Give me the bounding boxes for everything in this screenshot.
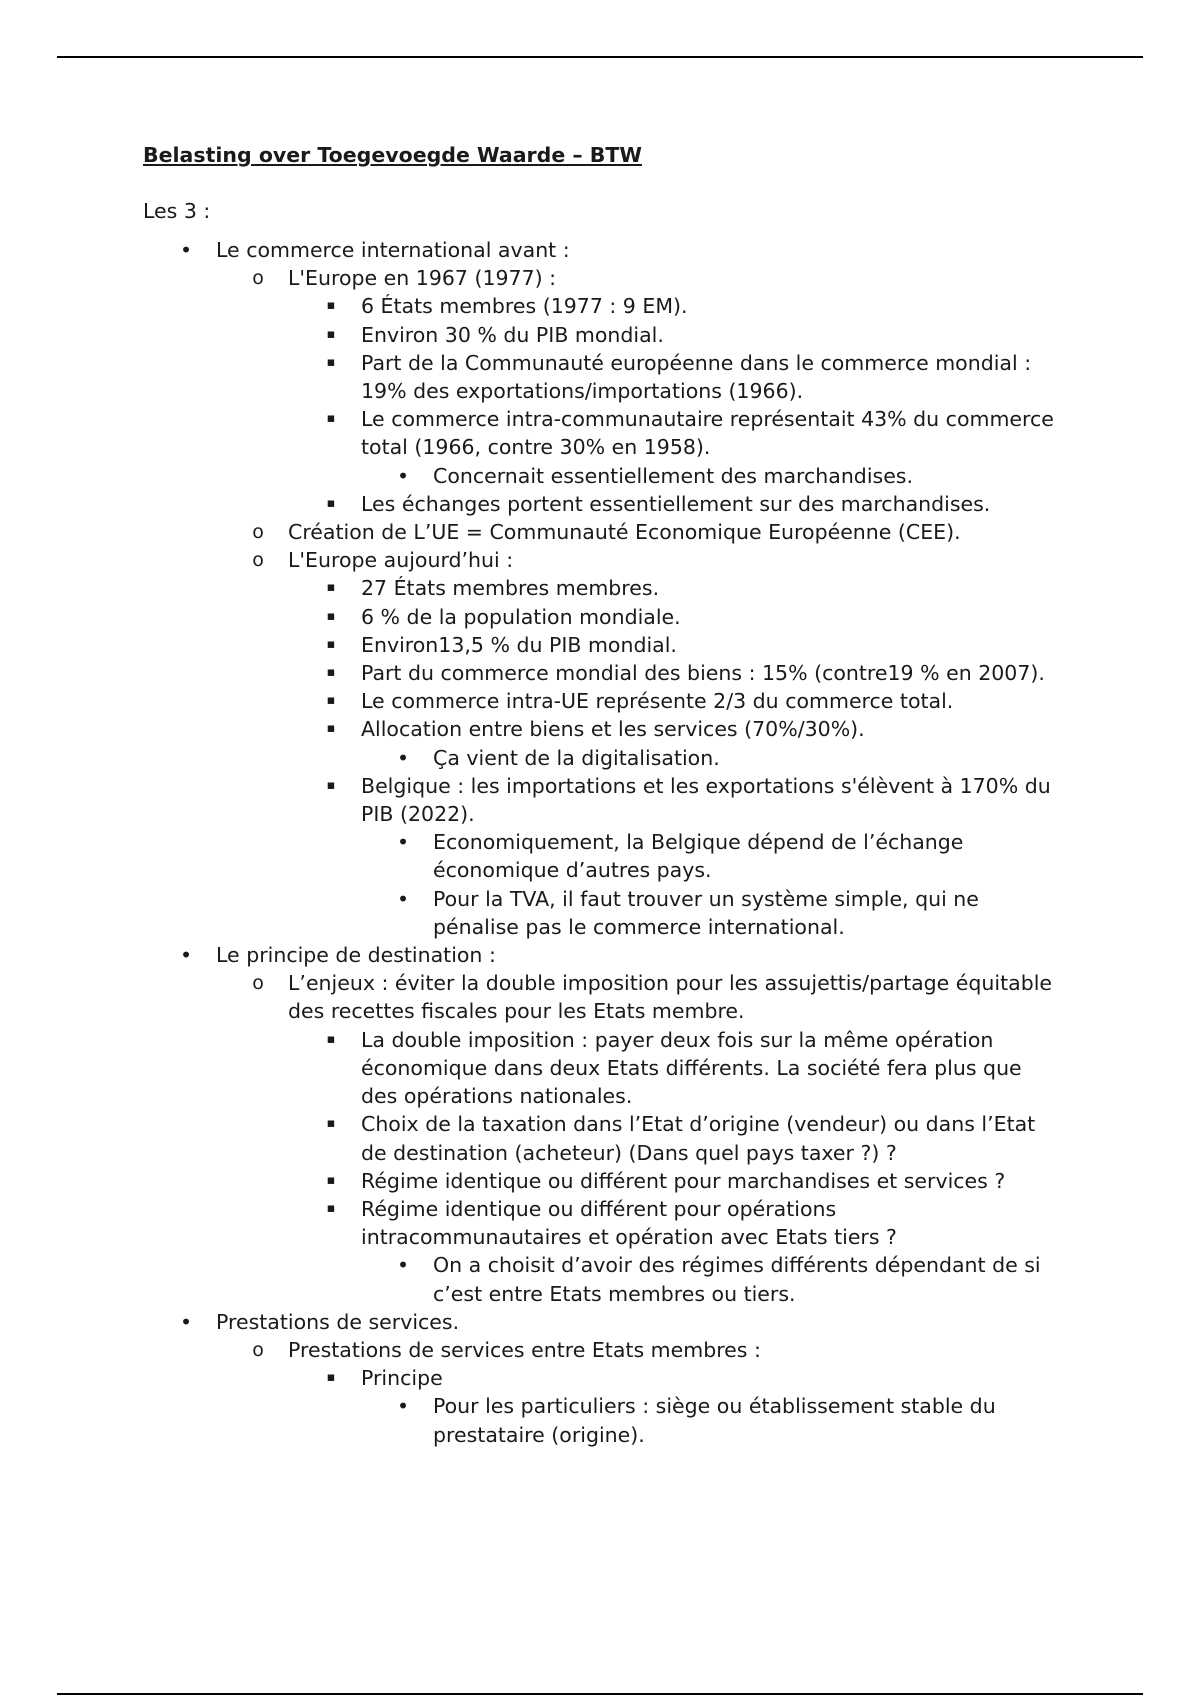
list-item: • Prestations de services. xyxy=(143,1308,1063,1336)
list-item: ▪ Environ 30 % du PIB mondial. xyxy=(143,321,1063,349)
square-bullet-icon: ▪ xyxy=(326,1116,336,1132)
circle-bullet-icon: o xyxy=(252,267,264,290)
list-item: ▪ Principe xyxy=(143,1364,1063,1392)
disc-bullet-icon: • xyxy=(179,1309,193,1334)
list-item: ▪ Environ13,5 % du PIB mondial. xyxy=(143,631,1063,659)
square-bullet-icon: ▪ xyxy=(326,580,336,596)
list-item: o L'Europe en 1967 (1977) : xyxy=(143,264,1063,292)
list-item: ▪ Régime identique ou différent pour opérations intracommunautaires et opération avec Etats tiers ? xyxy=(143,1195,1063,1251)
square-bullet-icon: ▪ xyxy=(326,608,336,624)
list-item: • Economiquement, la Belgique dépend de l’échange économique d’autres pays. xyxy=(143,828,1063,884)
list-item: ▪ Le commerce intra-communautaire représentait 43% du commerce total (1966, contre 30% en 1958). xyxy=(143,405,1063,461)
square-bullet-icon: ▪ xyxy=(326,1172,336,1188)
square-bullet-icon: ▪ xyxy=(326,777,336,793)
square-bullet-icon: ▪ xyxy=(326,665,336,681)
list-item: ▪ Allocation entre biens et les services (70%/30%). xyxy=(143,715,1063,743)
square-bullet-icon: ▪ xyxy=(326,721,336,737)
square-bullet-icon: ▪ xyxy=(326,636,336,652)
list-item: • Le principe de destination : xyxy=(143,941,1063,969)
disc-bullet-icon: • xyxy=(179,943,193,968)
circle-bullet-icon: o xyxy=(252,549,264,572)
circle-bullet-icon: o xyxy=(252,521,264,544)
header-rule xyxy=(57,56,1143,58)
list-item: ▪ 6 % de la population mondiale. xyxy=(143,603,1063,631)
list-item: ▪ Part de la Communauté européenne dans le commerce mondial : 19% des exportations/importations (1966). xyxy=(143,349,1063,405)
list-item: ▪ Le commerce intra-UE représente 2/3 du commerce total. xyxy=(143,687,1063,715)
list-item: • Le commerce international avant : xyxy=(143,236,1063,264)
disc-bullet-icon: • xyxy=(396,1394,410,1419)
square-bullet-icon: ▪ xyxy=(326,298,336,314)
circle-bullet-icon: o xyxy=(252,972,264,995)
square-bullet-icon: ▪ xyxy=(326,1200,336,1216)
list-item: o Prestations de services entre Etats membres : xyxy=(143,1336,1063,1364)
list-item: ▪ Régime identique ou différent pour marchandises et services ? xyxy=(143,1167,1063,1195)
list-item: o Création de L’UE = Communauté Economique Européenne (CEE). xyxy=(143,518,1063,546)
document-title: Belasting over Toegevoegde Waarde – BTW xyxy=(143,143,642,167)
disc-bullet-icon: • xyxy=(396,463,410,488)
disc-bullet-icon: • xyxy=(179,238,193,262)
list-item: o L’enjeux : éviter la double imposition pour les assujettis/partage équitable des recettes fiscales pour les Etats membre. xyxy=(143,969,1063,1025)
square-bullet-icon: ▪ xyxy=(326,326,336,342)
list-item: ▪ 27 États membres membres. xyxy=(143,574,1063,602)
list-item: ▪ Choix de la taxation dans l’Etat d’origine (vendeur) ou dans l’Etat de destination (acheteur) (Dans quel pays taxer ?) ? xyxy=(143,1110,1063,1166)
list-item: • Pour les particuliers : siège ou établissement stable du prestataire (origine). xyxy=(143,1392,1063,1448)
square-bullet-icon: ▪ xyxy=(326,495,336,511)
document-body xyxy=(143,140,1063,1449)
list-item: • Ça vient de la digitalisation. xyxy=(143,744,1063,772)
disc-bullet-icon: • xyxy=(396,830,410,855)
list-item: • Pour la TVA, il faut trouver un système simple, qui ne pénalise pas le commerce international. xyxy=(143,885,1063,941)
circle-bullet-icon: o xyxy=(252,1338,264,1361)
list-item: • Concernait essentiellement des marchandises. xyxy=(143,462,1063,490)
disc-bullet-icon: • xyxy=(396,886,410,911)
square-bullet-icon: ▪ xyxy=(326,693,336,709)
square-bullet-icon: ▪ xyxy=(326,354,336,370)
square-bullet-icon: ▪ xyxy=(326,411,336,427)
list-item: o L'Europe aujourd’hui : xyxy=(143,546,1063,574)
list-item: ▪ Belgique : les importations et les exportations s'élèvent à 170% du PIB (2022). xyxy=(143,772,1063,828)
list-item: ▪ Part du commerce mondial des biens : 15% (contre19 % en 2007). xyxy=(143,659,1063,687)
disc-bullet-icon: • xyxy=(396,745,410,770)
disc-bullet-icon: • xyxy=(396,1253,410,1278)
list-item: ▪ 6 États membres (1977 : 9 EM). xyxy=(143,292,1063,320)
list-item: • On a choisit d’avoir des régimes différents dépendant de si c’est entre Etats membres ou tiers. xyxy=(143,1251,1063,1307)
footer-rule xyxy=(57,1693,1143,1695)
square-bullet-icon: ▪ xyxy=(326,1031,336,1047)
lesson-heading: Les 3 : xyxy=(143,199,211,223)
list-item: ▪ La double imposition : payer deux fois sur la même opération économique dans deux Etats différents. La société fera plus que des opérations nationales. xyxy=(143,1026,1063,1111)
square-bullet-icon: ▪ xyxy=(326,1370,336,1386)
list-item: ▪ Les échanges portent essentiellement sur des marchandises. xyxy=(143,490,1063,518)
